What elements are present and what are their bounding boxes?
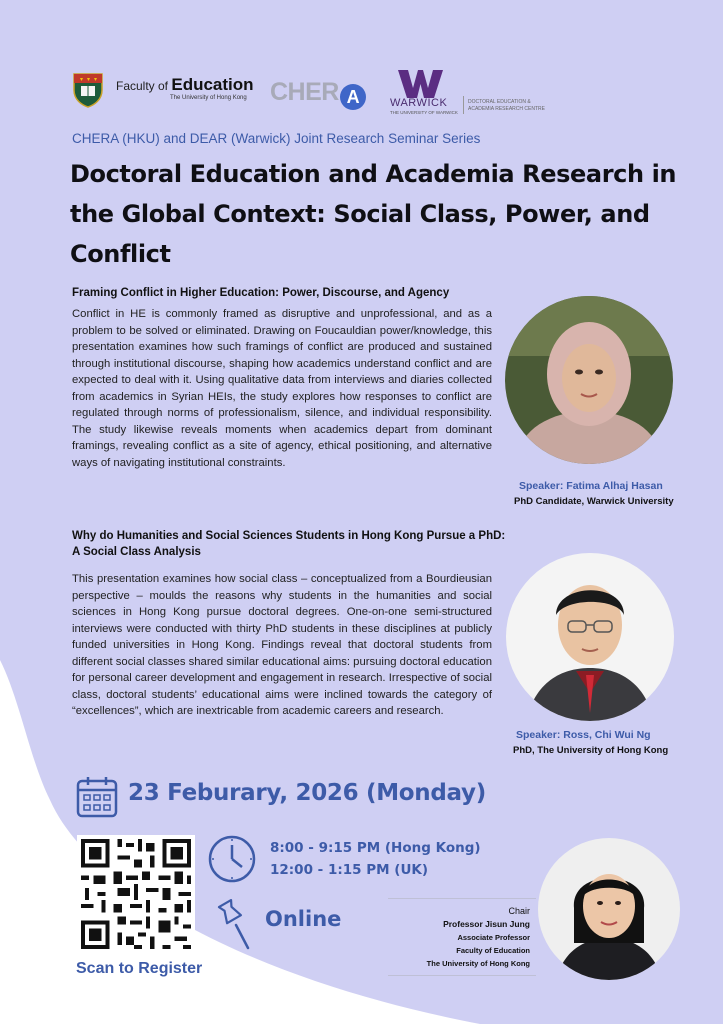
speaker-2-photo — [506, 553, 674, 721]
faculty-prefix: Faculty of — [116, 79, 169, 93]
time-uk: 12:00 - 1:15 PM (UK) — [270, 862, 429, 878]
chair-divider-bottom — [388, 975, 536, 976]
speaker-1-role: PhD Candidate, Warwick University — [514, 496, 674, 507]
chair-divider-top — [388, 898, 536, 899]
faculty-university: The University of Hong Kong — [170, 95, 247, 101]
chair-name: Professor Jisun Jung — [443, 919, 530, 929]
chera-text: CHER — [270, 78, 339, 106]
calendar-icon — [76, 775, 118, 819]
chair-university: The University of Hong Kong — [426, 959, 530, 968]
chera-badge: A — [340, 84, 366, 110]
talk-2-title: Why do Humanities and Social Sciences Students in Hong Kong Pursue a PhD: A Social Class Analysis — [72, 530, 506, 558]
chair-photo — [538, 838, 680, 980]
event-date: 23 Feburary, 2026 (Monday) — [128, 780, 486, 806]
dear-centre-name: DOCTORAL EDUCATION & ACADEMIA RESEARCH CENTRE — [468, 99, 545, 112]
event-mode: Online — [265, 907, 342, 931]
chair-faculty: Faculty of Education — [456, 946, 530, 955]
scan-to-register: Scan to Register — [76, 960, 203, 977]
warwick-logo-icon — [398, 70, 443, 98]
chair-title: Associate Professor — [457, 933, 530, 942]
talk-2-abstract: This presentation examines how social class – conceptualized from a Bourdieusian perspective – moulds the reasons why students in the humanities and social sciences in Hong Kong pursue doctoral degrees. One-on-one semi-structured interviews were conducted with thirty PhD students in these disciplines at publicly funded universities in Hong Kong. Findings reveal that doctoral students from different social classes shared similar educational aims: pursuing doctoral education for personal career development and engagement in research. Irrespective of social class, doctoral students’ educational aims were inclined towards the category of “excellences”, which are inextricable from academic careers and research. — [72, 573, 492, 717]
page-title: Doctoral Education and Academia Research in the Global Context: Social Class, Power, and Conflict — [70, 160, 677, 268]
pushpin-icon — [214, 898, 254, 952]
speaker-1-name: Speaker: Fatima Alhaj Hasan — [519, 480, 663, 492]
time-hong-kong: 8:00 - 9:15 PM (Hong Kong) — [270, 840, 481, 856]
faculty-logo-text — [116, 76, 254, 101]
warwick-wordmark: WARWICK — [390, 97, 448, 109]
chair-info — [370, 905, 530, 970]
talk-1-abstract: Conflict in HE is commonly framed as disruptive and unprofessional, and as a problem to be solved or eliminated. Drawing on Foucauldian power/knowledge, this presentation examines how such framings of conflict are produced and sustained through institutional discourse, shaping how academics understand conflict and are expected to deal with it. Using qualitative data from interviews and diaries collected from academics in Syrian HEIs, the study explores how responses to conflict are regulated through norms of professionalism, silence, and individual responsibility. The study likewise reveals moments when academics depart from dominant framings, revealing conflict as a site of agency, ethical positioning, and alternative ways of navigating institutional constraints. — [72, 308, 492, 469]
speaker-2-role: PhD, The University of Hong Kong — [513, 745, 669, 756]
speaker-2-name: Speaker: Ross, Chi Wui Ng — [516, 729, 651, 741]
seminar-series: CHERA (HKU) and DEAR (Warwick) Joint Research Seminar Series — [72, 131, 481, 146]
chair-label: Chair — [508, 906, 530, 916]
hku-crest-icon — [72, 72, 104, 108]
speaker-1-photo — [505, 296, 673, 464]
chera-logo — [270, 78, 366, 110]
logo-divider — [463, 96, 464, 114]
clock-icon — [207, 834, 257, 884]
talk-1-title: Framing Conflict in Higher Education: Power, Discourse, and Agency — [72, 287, 450, 299]
qr-code[interactable] — [77, 835, 195, 953]
warwick-subtext: THE UNIVERSITY OF WARWICK — [390, 110, 458, 115]
faculty-name: Education — [171, 75, 254, 94]
